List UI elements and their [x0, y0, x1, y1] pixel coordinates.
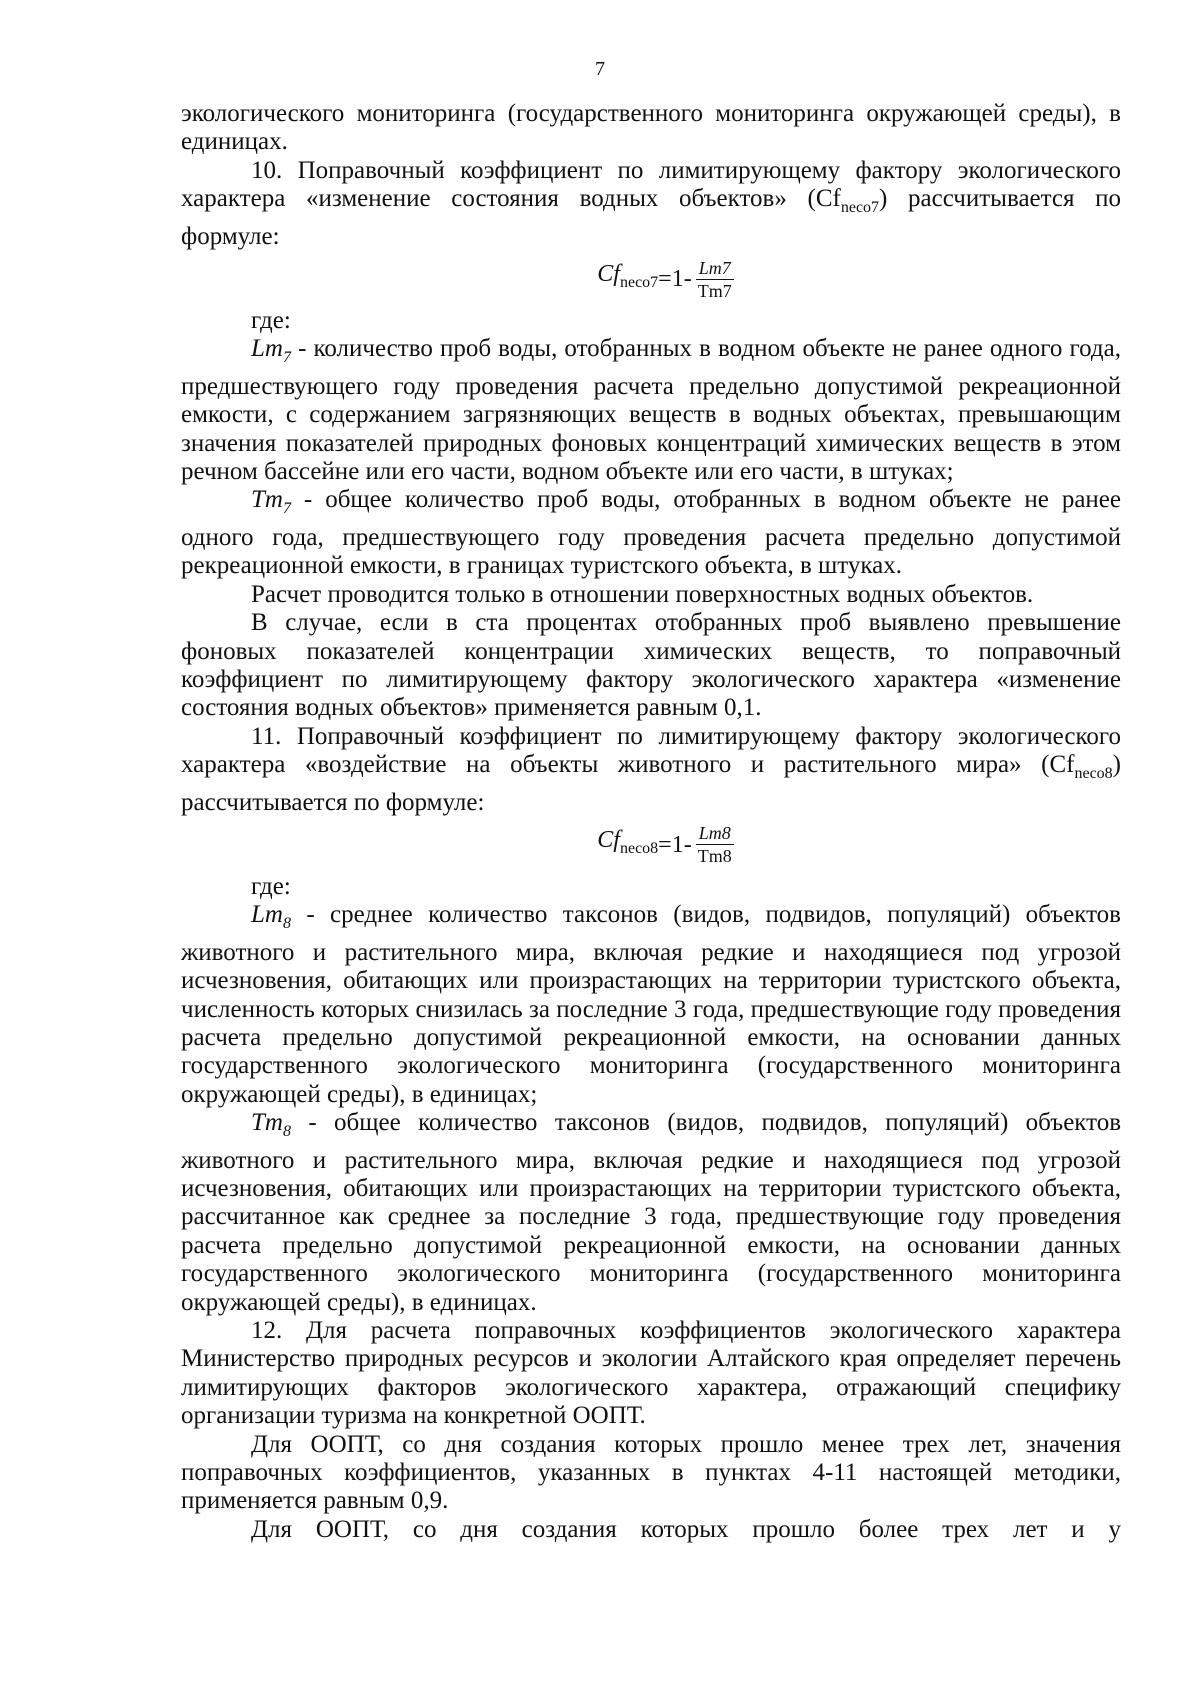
definition-tm8: $Tm_8$ - общее количество таксонов (видов, подвидов, популяций) объектов животного и растительного мира, включая редкие и находящиеся под угрозой исчезновения, обитающих или произрастающих на территории туристского объекта, рассчитанное как среднее за последние 3 года, предшествующие году проведения расчета предельно допустимой рекреационной емкости, на основании данных государственного экологического мониторинга (государственного мониторинга окружающей среды), в единицах.: [181, 1109, 1121, 1316]
formula-numerator: Lm7: [696, 257, 734, 280]
document-body: [181, 100, 1121, 1544]
page-number: 7: [595, 58, 605, 80]
paragraph-hundred-percent: В случае, если в ста процентах отобранных проб выявлено превышение фоновых показателей концентрации химических веществ, то поправочный коэффициент по лимитирующему фактору экологического характера «изменение состояния водных объектов» применяется равным 0,1.: [181, 609, 1121, 722]
formula-neco7: [181, 251, 1121, 307]
where-label: где:: [251, 872, 291, 900]
definition-lm8: $Lm_8$ - среднее количество таксонов (видов, подвидов, популяций) объектов животного и растительного мира, включая редкие и находящиеся под угрозой исчезновения, обитающих или произрастающих на территории туристского объекта, численность которых снизилась за последние 3 года, предшествующие году проведения расчета предельно допустимой рекреационной емкости, на основании данных государственного экологического мониторинга (государственного мониторинга окружающей среды), в единицах;: [181, 901, 1121, 1108]
formula-lhs: $Cf_{neco7}$: [597, 261, 659, 292]
definition-tm7: $Tm_7$ - общее количество проб воды, отобранных в водном объекте не ранее одного года, предшествующего году проведения расчета предельно допустимой рекреационной емкости, в границах туристского объекта, в штуках.: [181, 486, 1121, 580]
formula-denominator: Tm7: [697, 280, 732, 301]
paragraph-item-10: 10. Поправочный коэффициент по лимитирующему фактору экологического характера «изменение состояния водных объектов» $(Cf_{neco7})$ рассчитывается по формуле:: [181, 156, 1121, 250]
paragraph-surface-water: Расчет проводится только в отношении поверхностных водных объектов.: [251, 580, 1034, 608]
paragraph-continuation: экологического мониторинга (государственного мониторинга окружающей среды), в единицах.: [181, 100, 1121, 156]
formula-eq: =1-: [658, 265, 692, 292]
paragraph-more-than-three-years: Для ООПТ, со дня создания которых прошло более трех лет и у: [251, 1515, 1121, 1543]
formula-fraction: [695, 257, 735, 302]
paragraph-less-than-three-years: Для ООПТ, со дня создания которых прошло менее трех лет, значения поправочных коэффициентов, указанных в пунктах 4-11 настоящей методики, применяется равным 0,9.: [181, 1430, 1121, 1515]
formula-lhs: $Cf_{neco8}$: [597, 827, 659, 858]
definition-lm7: $Lm_7$ - количество проб воды, отобранных в водном объекте не ранее одного года, предшествующего году проведения расчета предельно допустимой рекреационной емкости, с содержанием загрязняющих веществ в водных объектах, превышающим значения показателей природных фоновых концентраций химических веществ в этом речном бассейне или его части, водном объекте или его части, в штуках;: [181, 335, 1121, 486]
formula-fraction: [695, 822, 735, 867]
formula-neco8: [181, 817, 1121, 873]
formula-denominator: Tm8: [697, 846, 732, 867]
formula-numerator: Lm8: [696, 822, 734, 845]
paragraph-item-12: 12. Для расчета поправочных коэффициентов экологического характера Министерство природных ресурсов и экологии Алтайского края определяет перечень лимитирующих факторов экологического характера, отражающий специфику организации туризма на конкретной ООПТ.: [181, 1317, 1121, 1430]
formula-eq: =1-: [658, 831, 692, 858]
paragraph-item-11: 11. Поправочный коэффициент по лимитирующему фактору экологического характера «воздействие на объекты животного и растительного мира» $(Cf_{neco8})$ рассчитывается по формуле:: [181, 722, 1121, 816]
where-label: где:: [251, 307, 291, 335]
